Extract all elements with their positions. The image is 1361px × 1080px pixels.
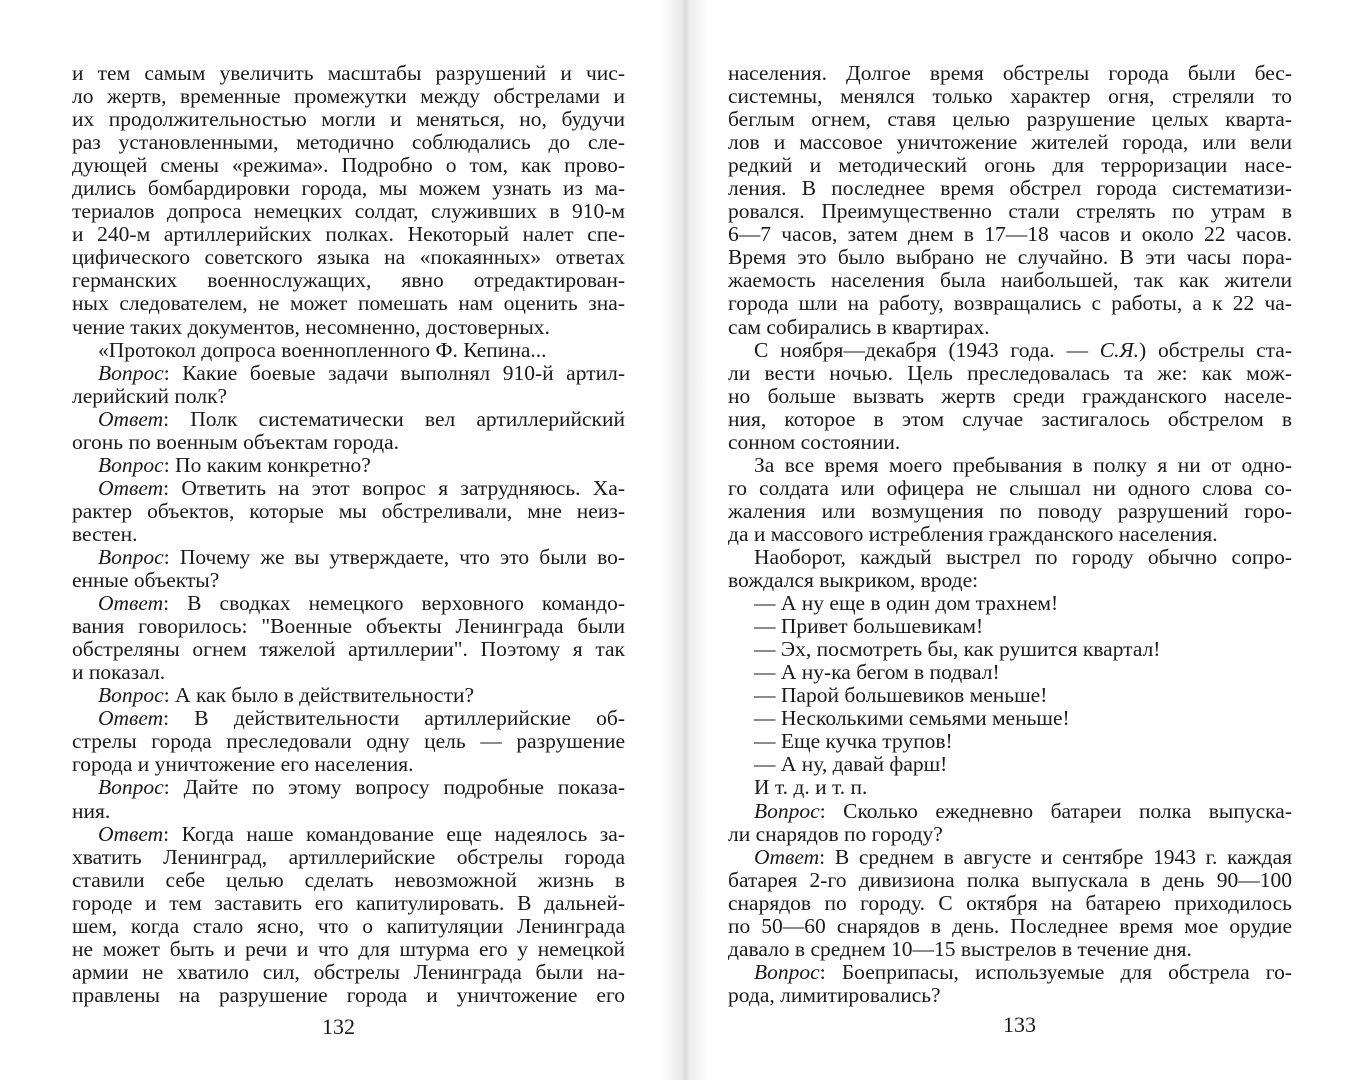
text-line: «Протокол допроса военнопленного Ф. Кепина... [98,337,547,362]
text-line: шем, когда стало ясно, что о капитуляции Ленинграда [72,913,625,938]
text-line: населения. Долгое время обстрелы города были бес- [728,61,1292,85]
text-line: огонь по военным объектам города. [72,429,400,454]
text-line: цифического советского языка на «покаянных» ответах [72,245,625,270]
page-number-right: 133 [1003,1012,1036,1037]
text-segment: : Сколько ежедневно батареи полка выпуска- [819,798,1292,823]
text-line: вождался выкриком, вроде: [728,568,979,593]
text-line: — Несколькими семьями меньше! [754,706,1070,731]
page-right [728,62,1292,1007]
text-line [72,823,625,846]
italic-label: Ответ [754,844,820,869]
text-line: вестен. [72,521,138,546]
text-segment: С ноября—декабря (1943 года. — [754,337,1100,362]
text-line: правлены на разрушение города и уничтожение его [72,982,625,1007]
text-segment: : Какие боевые задачи выполнял 910-й артил- [163,360,625,385]
italic-label: Вопрос [754,959,820,984]
text-line: ли снарядов по городу? [728,821,943,846]
italic-label: Ответ [98,591,164,616]
text-segment: : А как было в действительности? [163,683,475,708]
text-segment: ) обстрелы ста- [1139,337,1293,362]
text-line: дились бомбардировки города, мы можем узнать из ма- [72,176,625,201]
text-line: городе и тем заставить его капитулировать. В дальней- [72,890,625,915]
text-segment: : Дайте по этому вопросу подробные показа- [163,775,625,800]
text-line [72,684,625,707]
italic-label: Вопрос [98,360,164,385]
italic-label: Ответ [98,406,164,431]
text-line: — А ну, давай фарш! [754,752,948,777]
book-spine-shadow [660,0,710,1080]
text-line: рактер объектов, которые мы обстреливали, мне неиз- [72,498,625,523]
italic-label: Ответ [98,475,164,500]
text-line: системны, менялся только характер огня, стреляли то [728,84,1292,109]
text-line: и 240-м артиллерийских полках. Некоторый налет спе- [72,222,625,247]
text-line: Время это было выбрано не случайно. В эти часы пора- [728,245,1292,270]
text-line [72,362,625,385]
italic-label: Вопрос [98,775,164,800]
text-line: по 50—60 снарядов в день. Последнее время мое орудие [728,913,1292,938]
text-line: ровался. Преимущественно стали стрелять по утрам в [728,199,1292,224]
text-line [728,800,1292,823]
text-line: — Парой большевиков меньше! [754,683,1048,708]
text-line: да и массового истребления гражданского населения. [728,521,1218,546]
italic-label: Ответ [98,821,164,846]
text-segment: : В действительности артиллерийские об- [163,706,625,731]
text-line: лов и массовое уничтожение жителей города, или вели [728,130,1292,155]
text-line [72,707,625,730]
text-line: сонном состоянии. [728,429,901,454]
text-line: не может быть и речи и что для штурма его у немецкой [72,936,625,961]
text-line: — Еще кучка трупов! [754,729,953,754]
italic-label: Вопрос [754,798,820,823]
text-line: редкий и методический огонь для терроризации насе- [728,153,1292,178]
text-line: и тем самым увеличить масштабы разрушений и чис- [72,61,625,85]
text-line [72,454,625,477]
text-line: города шли на работу, возвращались с работы, а к 22 ча- [728,291,1292,316]
text-line: жаемость населения была наибольшей, так как жители [728,268,1292,293]
text-line: лерийский полк? [72,383,228,408]
text-segment: : Ответить на этот вопрос я затрудняюсь. Ха- [163,475,625,500]
text-line: обстреляны огнем тяжелой артиллерии". Поэтому я так [72,637,625,662]
text-line [72,776,625,799]
text-line: 6—7 часов, затем днем в 17—18 часов и около 22 часов. [728,222,1292,247]
text-line: батарея 2-го дивизиона полка выпускала в день 90—100 [728,867,1292,892]
text-line [728,961,1292,984]
text-line: — А ну еще в один дом трахнем! [754,591,1059,616]
page-left [72,62,625,1007]
text-line [72,546,625,569]
text-line [72,592,625,615]
text-line: стрелы города преследовали одну цель — разрушение [72,729,625,754]
text-line: ления. В последнее время обстрел города систематизи- [728,176,1292,201]
text-line: ния, которое в этом случае застигалось обстрелом в [728,406,1292,431]
text-line: сам собирались в квартирах. [728,314,990,339]
text-segment: : Когда наше командование еще надеялось за- [163,821,625,846]
text-line: го солдата или офицера не слышал ни одного слова со- [728,475,1292,500]
page-number-left: 132 [322,1014,355,1039]
text-segment: : В среднем в августе и сентябре 1943 г. каждая [819,844,1292,869]
text-line: Наоборот, каждый выстрел по городу обычно сопро- [754,544,1292,569]
text-segment: : Почему же вы утверждаете, что это были во- [163,544,625,569]
text-line: давало в среднем 10—15 выстрелов в течение дня. [728,936,1192,961]
text-line: армии не хватило сил, обстрелы Ленинграда были на- [72,959,625,984]
text-line: териалов допроса немецких солдат, служивших в 910-м [72,199,625,224]
text-line: и показал. [72,660,166,685]
text-segment: : По каким конкретно? [163,452,371,477]
text-line: германских военнослужащих, явно отредактирован- [72,268,625,293]
text-segment: : Полк систематически вел артиллерийский [163,406,625,431]
text-line: ло жертв, временные промежутки между обстрелами и [72,84,625,109]
text-line: дующей смены «режима». Подробно о том, как прово- [72,153,625,178]
text-line [72,477,625,500]
text-line: чение таких документов, несомненно, достоверных. [72,314,550,339]
text-line: ли вести ночью. Цель преследовалась та же: как мож- [728,360,1292,385]
text-line: их продолжительностью могли и меняться, но, будучи [72,107,625,132]
text-line: хватить Ленинград, артиллерийские обстрелы города [72,844,625,869]
text-line: — А ну-ка бегом в подвал! [754,660,1000,685]
text-line: — Эх, посмотреть бы, как рушится квартал! [754,637,1161,662]
text-line: — Привет большевикам! [754,614,984,639]
text-line [72,408,625,431]
text-line: вания говорилось: "Военные объекты Ленинграда были [72,614,625,639]
italic-label: Вопрос [98,544,164,569]
text-line: ных следователем, не может помешать нам оценить зна- [72,291,625,316]
text-line: снарядов по городу. С октября на батарею приходилось [728,890,1292,915]
text-line: енные объекты? [72,568,220,593]
italic-label: Вопрос [98,683,164,708]
text-segment: : Боеприпасы, используемые для обстрела го- [819,959,1292,984]
text-line: рода, лимитировались? [728,982,941,1007]
text-line: ния. [72,798,111,823]
text-line: раз установленными, методично соблюдались до сле- [72,130,625,155]
text-line [728,339,1292,362]
text-line: За все время моего пребывания в полку я ни от одно- [754,452,1292,477]
italic-label: Вопрос [98,452,164,477]
italic-label: Ответ [98,706,164,731]
text-line: беглым огнем, ставя целью разрушение целых кварта- [728,107,1292,132]
text-line: ставили себе целью сделать невозможной жизнь в [72,867,625,892]
text-segment: : В сводках немецкого верховного командо- [163,591,625,616]
text-line: жаления или возмущения по поводу разрушений горо- [728,498,1292,523]
text-line: города и уничтожение его населения. [72,752,414,777]
italic-label: С.Я. [1099,337,1139,362]
text-line [728,846,1292,869]
text-line: но больше вызвать жертв среди гражданского населе- [728,383,1292,408]
text-line: И т. д. и т. п. [754,775,868,800]
